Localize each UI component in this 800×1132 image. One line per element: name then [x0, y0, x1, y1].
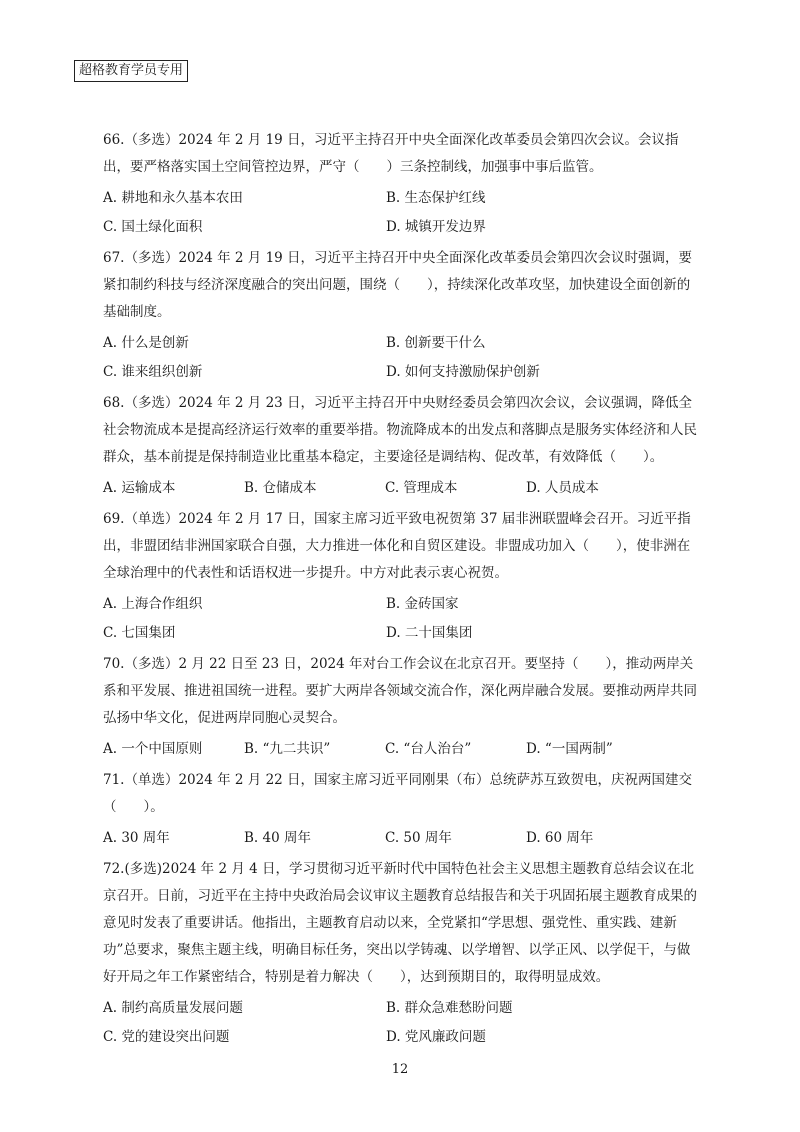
option-d: D. 60 周年 — [526, 830, 594, 846]
question-list — [103, 127, 703, 1055]
option-c: C. 谁来组织创新 — [103, 364, 203, 380]
option-d: D. 城镇开发边界 — [386, 219, 486, 235]
question-69 — [103, 506, 703, 648]
option-b: B. 群众急难愁盼问题 — [386, 1000, 513, 1016]
option-b: B. 生态保护红线 — [386, 190, 486, 206]
option-group — [103, 994, 703, 1052]
option-group — [103, 329, 703, 387]
question-stem: 69.（单选）2024 年 2 月 17 日，国家主席习近平致电祝贺第 37 届非洲联盟峰会召开。习近平指出，非盟团结非洲国家联合自强，大力推进一体化和自贸区建设。非盟成功加入（ ），使非洲在全球治理中的代表性和话语权进一步提升。中方对此表示衷心祝贺。 — [103, 511, 691, 581]
option-c: C. 七国集团 — [103, 625, 176, 641]
option-group — [103, 735, 703, 764]
option-d: D. 党风廉政问题 — [386, 1029, 486, 1045]
option-a: A. 30 周年 — [103, 830, 170, 846]
question-stem: 67.（多选）2024 年 2 月 19 日，习近平主持召开中央全面深化改革委员会第四次会议时强调，要紧扣制约科技与经济深度融合的突出问题，围绕（ ），持续深化改革攻坚，加快建设全面创新的基础制度。 — [103, 250, 693, 320]
question-70 — [103, 651, 703, 764]
option-d: D. 如何支持激励保护创新 — [386, 364, 540, 380]
option-a: A. 耕地和永久基本农田 — [103, 190, 243, 206]
question-stem: 72.(多选)2024 年 2 月 4 日，学习贯彻习近平新时代中国特色社会主义思想主题教育总结会议在北京召开。日前，习近平在主持中央政治局会议审议主题教育总结报告和关于巩固拓展主题教育成果的意见时发表了重要讲话。他指出，主题教育启动以来，全党紧扣“学思想、强党性、重实践、建新功”总要求，聚焦主题主线，明确目标任务，突出以学铸魂、以学增智、以学正风、以学促干，与做好开局之年工作紧密结合，特别是着力解决（ ），达到预期目的，取得明显成效。 — [103, 861, 697, 985]
page-number: 12 — [391, 1062, 409, 1077]
question-68 — [103, 390, 703, 503]
question-stem: 66.（多选）2024 年 2 月 19 日，习近平主持召开中央全面深化改革委员会第四次会议。会议指出，要严格落实国土空间管控边界，严守（ ）三条控制线，加强事中事后监管。 — [103, 132, 679, 175]
option-b: B. 创新要干什么 — [386, 335, 486, 351]
option-b: B. 金砖国家 — [386, 596, 459, 612]
question-stem: 70.（多选）2 月 22 日至 23 日，2024 年对台工作会议在北京召开。要坚持（ ），推动两岸关系和平发展、推进祖国统一进程。要扩大两岸各领域交流合作，深化两岸融合发展。要推动两岸共同弘扬中华文化，促进两岸同胞心灵契合。 — [103, 656, 697, 726]
option-c: C. 管理成本 — [385, 480, 458, 496]
option-a: A. 制约高质量发展问题 — [103, 1000, 243, 1016]
option-d: D. “一国两制” — [526, 741, 613, 757]
option-c: C. “台人治台” — [385, 741, 472, 757]
question-66 — [103, 127, 703, 242]
option-b: B. “九二共识” — [244, 741, 331, 757]
question-72 — [103, 856, 703, 1052]
option-group — [103, 474, 703, 503]
option-group — [103, 184, 703, 242]
option-group — [103, 590, 703, 648]
question-71 — [103, 767, 703, 853]
option-a: A. 上海合作组织 — [103, 596, 203, 612]
watermark-stamp: 超格教育学员专用 — [74, 60, 188, 82]
option-a: A. 什么是创新 — [103, 335, 189, 351]
option-d: D. 二十国集团 — [386, 625, 473, 641]
question-stem: 71.（单选）2024 年 2 月 22 日，国家主席习近平同刚果（布）总统萨苏互致贺电，庆祝两国建交（ ）。 — [103, 772, 693, 815]
option-a: A. 一个中国原则 — [103, 741, 203, 757]
question-stem: 68.（多选）2024 年 2 月 23 日，习近平主持召开中央财经委员会第四次会议，会议强调，降低全社会物流成本是提高经济运行效率的重要举措。物流降成本的出发点和落脚点是服务实体经济和人民群众，基本前提是保持制造业比重基本稳定，主要途径是调结构、促改革，有效降低（ ）。 — [103, 395, 697, 465]
option-c: C. 国土绿化面积 — [103, 219, 203, 235]
option-b: B. 仓储成本 — [244, 480, 317, 496]
option-c: C. 党的建设突出问题 — [103, 1029, 230, 1045]
option-c: C. 50 周年 — [385, 830, 452, 846]
option-d: D. 人员成本 — [526, 480, 599, 496]
option-a: A. 运输成本 — [103, 480, 176, 496]
option-b: B. 40 周年 — [244, 830, 311, 846]
question-67 — [103, 245, 703, 387]
option-group — [103, 824, 703, 853]
